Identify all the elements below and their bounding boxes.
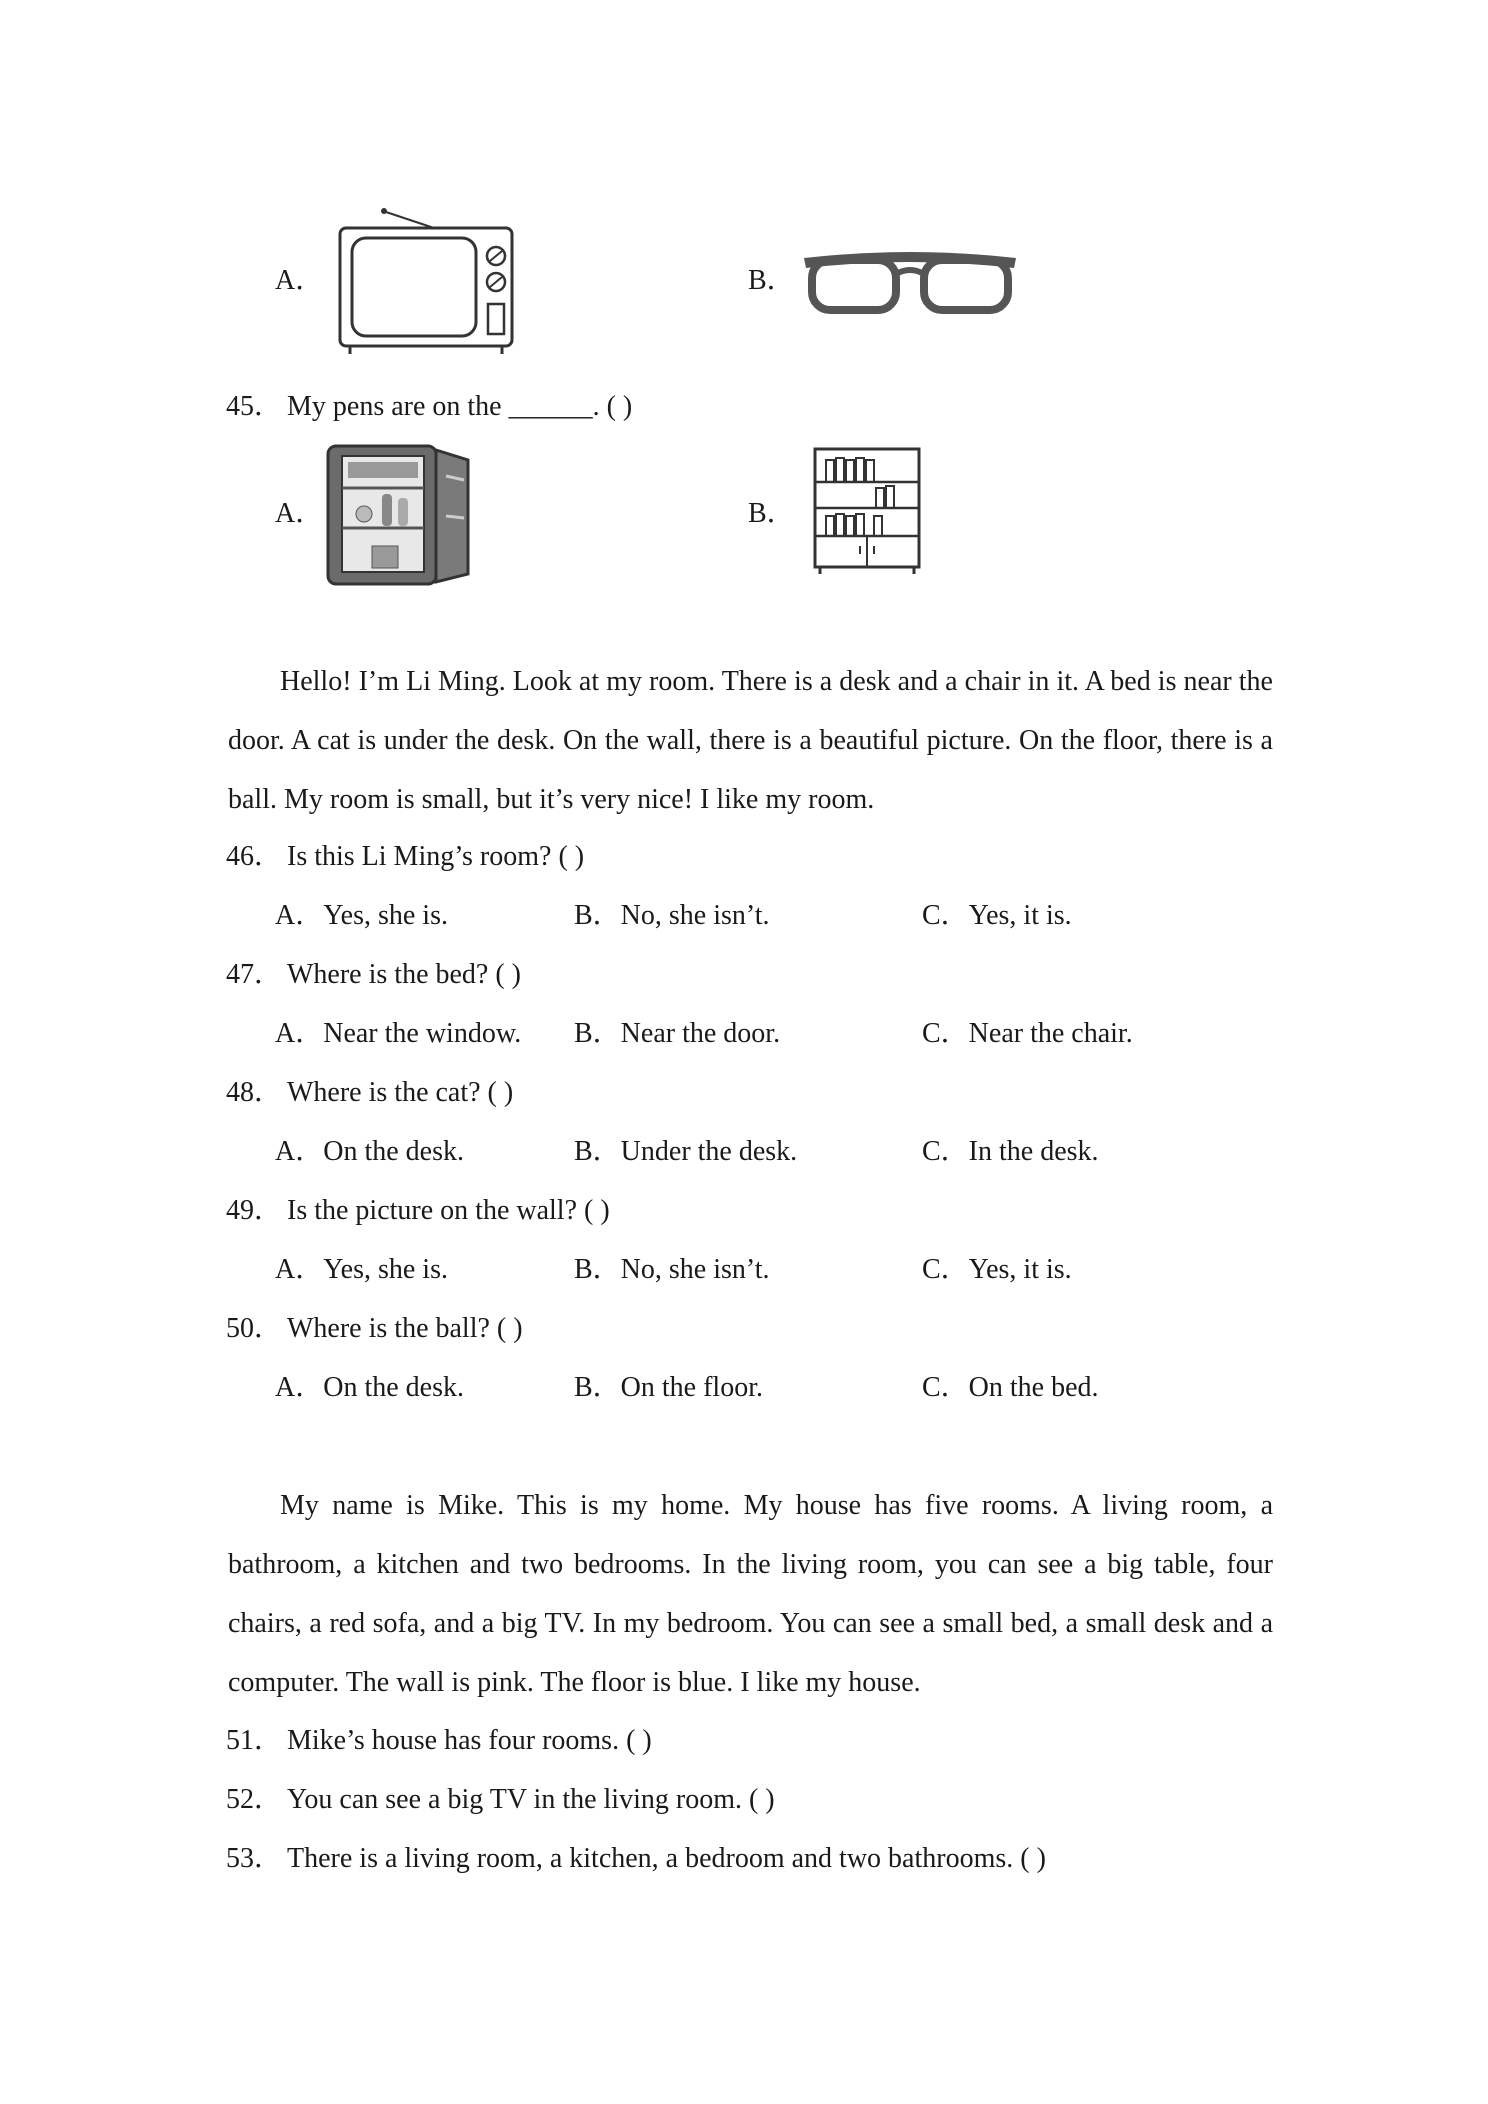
option-c: C．Near the chair. [922, 1018, 1133, 1049]
q44-option-a-label: A． [275, 265, 324, 296]
question-text: You can see a big TV in the living room. ( ) [287, 1784, 775, 1815]
question-text: Is the picture on the wall? ( ) [287, 1195, 610, 1226]
question-text: There is a living room, a kitchen, a bedroom and two bathrooms. ( ) [287, 1843, 1046, 1874]
question-number: 49． [226, 1195, 283, 1226]
option-a: A．Yes, she is. [275, 900, 448, 931]
fridge-icon [324, 436, 474, 588]
q45-option-b-label: B． [748, 498, 795, 529]
option-a: A．Near the window. [275, 1018, 522, 1049]
question-number: 46． [226, 841, 283, 872]
q45-number: 45． [226, 391, 283, 422]
q44-option-b-label: B． [748, 265, 795, 296]
option-b: B．Near the door. [574, 1018, 781, 1049]
option-b: B．No, she isn’t. [574, 1254, 770, 1285]
glasses-icon [800, 246, 1020, 316]
option-a: A．On the desk. [275, 1136, 464, 1167]
option-a: A．On the desk. [275, 1372, 464, 1403]
question-text: Where is the ball? ( ) [287, 1313, 523, 1344]
q45-option-a-label: A． [275, 498, 324, 529]
question-number: 52． [226, 1784, 283, 1815]
question-number: 48． [226, 1077, 283, 1108]
question-number: 51． [226, 1725, 283, 1756]
option-c: C．Yes, it is. [922, 900, 1072, 931]
bookshelf-icon [812, 446, 922, 576]
question-number: 47． [226, 959, 283, 990]
q45-text: My pens are on the ______. ( ) [287, 391, 633, 422]
question-text: Where is the cat? ( ) [287, 1077, 514, 1108]
option-b: B．No, she isn’t. [574, 900, 770, 931]
reading-passage-2: My name is Mike. This is my home. My house has five rooms. A living room, a bathroom, a kitchen and two bedrooms. In the living room, you can see a big table, four chairs, a red sofa, and a big TV. In my bedroom. You can see a small bed, a small desk and a computer. The wall is pink. The floor is blue. I like my house. [228, 1490, 1273, 1698]
question-number: 50． [226, 1313, 283, 1344]
question-number: 53． [226, 1843, 283, 1874]
option-b: B．Under the desk. [574, 1136, 798, 1167]
question-text: Mike’s house has four rooms. ( ) [287, 1725, 652, 1756]
question-text: Is this Li Ming’s room? ( ) [287, 841, 585, 872]
question-text: Where is the bed? ( ) [287, 959, 521, 990]
option-b: B．On the floor. [574, 1372, 763, 1403]
tv-icon [336, 206, 516, 356]
option-c: C．Yes, it is. [922, 1254, 1072, 1285]
option-c: C．In the desk. [922, 1136, 1099, 1167]
reading-passage-1: Hello! I’m Li Ming. Look at my room. There is a desk and a chair in it. A bed is near the door. A cat is under the desk. On the wall, there is a beautiful picture. On the floor, there is a ball. My room is small, but it’s very nice! I like my room. [228, 666, 1273, 815]
option-c: C．On the bed. [922, 1372, 1099, 1403]
option-a: A．Yes, she is. [275, 1254, 448, 1285]
